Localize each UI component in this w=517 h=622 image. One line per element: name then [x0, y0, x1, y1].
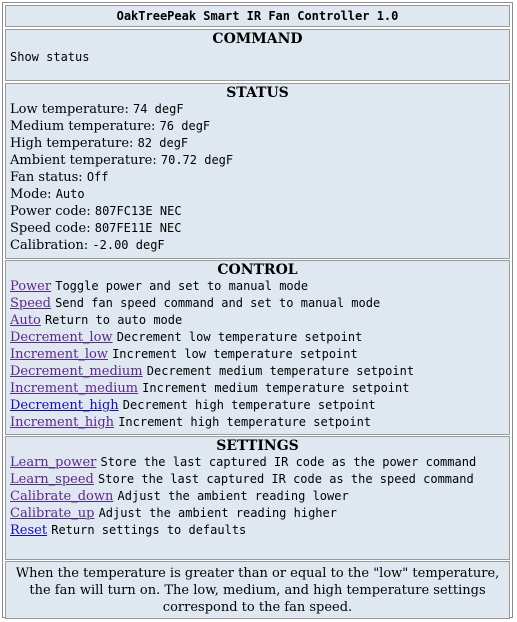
- status-row-speed-code: [6, 220, 509, 237]
- status-label: Power code:: [10, 204, 91, 219]
- status-row-power-code: [6, 203, 509, 220]
- status-label: Low temperature:: [10, 102, 129, 117]
- control-item-increment-low: [6, 346, 509, 363]
- speed-link[interactable]: Speed: [10, 296, 51, 311]
- power-link[interactable]: Power: [10, 279, 52, 294]
- status-label: Ambient temperature:: [10, 153, 157, 168]
- decrement-medium-link[interactable]: Decrement_medium: [10, 364, 143, 379]
- decrement-high-link[interactable]: Decrement_high: [10, 398, 119, 413]
- status-row-low-temp: [6, 101, 509, 118]
- control-desc: Decrement high temperature setpoint: [122, 398, 376, 412]
- control-item-decrement-medium: [6, 363, 509, 380]
- control-heading: CONTROL: [217, 262, 298, 278]
- increment-medium-link[interactable]: Increment_medium: [10, 381, 139, 396]
- settings-item-learn-power: [6, 454, 509, 471]
- status-value: 76 degF: [159, 119, 211, 133]
- status-label: Mode:: [10, 187, 52, 202]
- status-label: High temperature:: [10, 136, 134, 151]
- control-item-auto: [6, 312, 509, 329]
- control-item-increment-medium: [6, 380, 509, 397]
- status-label: Medium temperature:: [10, 119, 156, 134]
- status-value: 70.72 degF: [160, 153, 234, 167]
- status-value: Auto: [55, 187, 85, 201]
- control-item-power: [6, 278, 509, 295]
- status-value: 74 degF: [132, 102, 184, 116]
- control-item-increment-high: [6, 414, 509, 431]
- learn-speed-link[interactable]: Learn_speed: [10, 472, 94, 487]
- control-desc: Increment high temperature setpoint: [118, 415, 372, 429]
- decrement-low-link[interactable]: Decrement_low: [10, 330, 113, 345]
- status-row-ambient-temp: [6, 152, 509, 169]
- command-text: Show status: [10, 50, 90, 64]
- increment-high-link[interactable]: Increment_high: [10, 415, 115, 430]
- page-title: OakTreePeak Smart IR Fan Controller 1.0: [5, 5, 510, 27]
- status-row-calibration: [6, 237, 509, 254]
- status-label: Calibration:: [10, 238, 89, 253]
- control-item-decrement-high: [6, 397, 509, 414]
- control-desc: Increment medium temperature setpoint: [142, 381, 410, 395]
- settings-item-reset: [6, 522, 509, 539]
- controller-page: [2, 2, 513, 618]
- increment-low-link[interactable]: Increment_low: [10, 347, 108, 362]
- status-label: Fan status:: [10, 170, 83, 185]
- status-heading: STATUS: [226, 85, 289, 101]
- footer-note: When the temperature is greater than or equal to the "low" temperature, the fan will turn on. The low, medium, and high temperature settings correspond to the fan speed.: [5, 561, 510, 619]
- control-desc: Increment low temperature setpoint: [112, 347, 358, 361]
- control-item-decrement-low: [6, 329, 509, 346]
- control-desc: Return to auto mode: [44, 313, 183, 327]
- settings-desc: Store the last captured IR code as the speed command: [98, 472, 474, 486]
- status-row-medium-temp: [6, 118, 509, 135]
- command-heading: COMMAND: [212, 31, 303, 47]
- calibrate-down-link[interactable]: Calibrate_down: [10, 489, 114, 504]
- status-label: Speed code:: [10, 221, 91, 236]
- status-row-mode: [6, 186, 509, 203]
- status-row-fan-status: [6, 169, 509, 186]
- reset-link[interactable]: Reset: [10, 523, 48, 538]
- settings-item-learn-speed: [6, 471, 509, 488]
- command-section: [5, 29, 510, 81]
- settings-section: [5, 436, 510, 560]
- settings-desc: Return settings to defaults: [51, 523, 247, 537]
- settings-item-calibrate-down: [6, 488, 509, 505]
- calibrate-up-link[interactable]: Calibrate_up: [10, 506, 95, 521]
- status-value: -2.00 degF: [92, 238, 165, 252]
- auto-link[interactable]: Auto: [10, 313, 41, 328]
- status-row-high-temp: [6, 135, 509, 152]
- control-desc: Decrement low temperature setpoint: [116, 330, 363, 344]
- status-value: 82 degF: [137, 136, 189, 150]
- status-value: Off: [86, 170, 109, 184]
- control-desc: Decrement medium temperature setpoint: [146, 364, 415, 378]
- control-section: [5, 260, 510, 435]
- settings-desc: Store the last captured IR code as the power command: [100, 455, 477, 469]
- control-item-speed: [6, 295, 509, 312]
- learn-power-link[interactable]: Learn_power: [10, 455, 97, 470]
- status-section: [5, 83, 510, 259]
- settings-desc: Adjust the ambient reading higher: [98, 506, 337, 520]
- settings-heading: SETTINGS: [216, 438, 299, 454]
- settings-item-calibrate-up: [6, 505, 509, 522]
- settings-desc: Adjust the ambient reading lower: [117, 489, 349, 503]
- status-value: 807FC13E NEC: [94, 204, 182, 218]
- control-desc: Toggle power and set to manual mode: [55, 279, 309, 293]
- control-desc: Send fan speed command and set to manual mode: [55, 296, 381, 310]
- status-value: 807FE11E NEC: [94, 221, 182, 235]
